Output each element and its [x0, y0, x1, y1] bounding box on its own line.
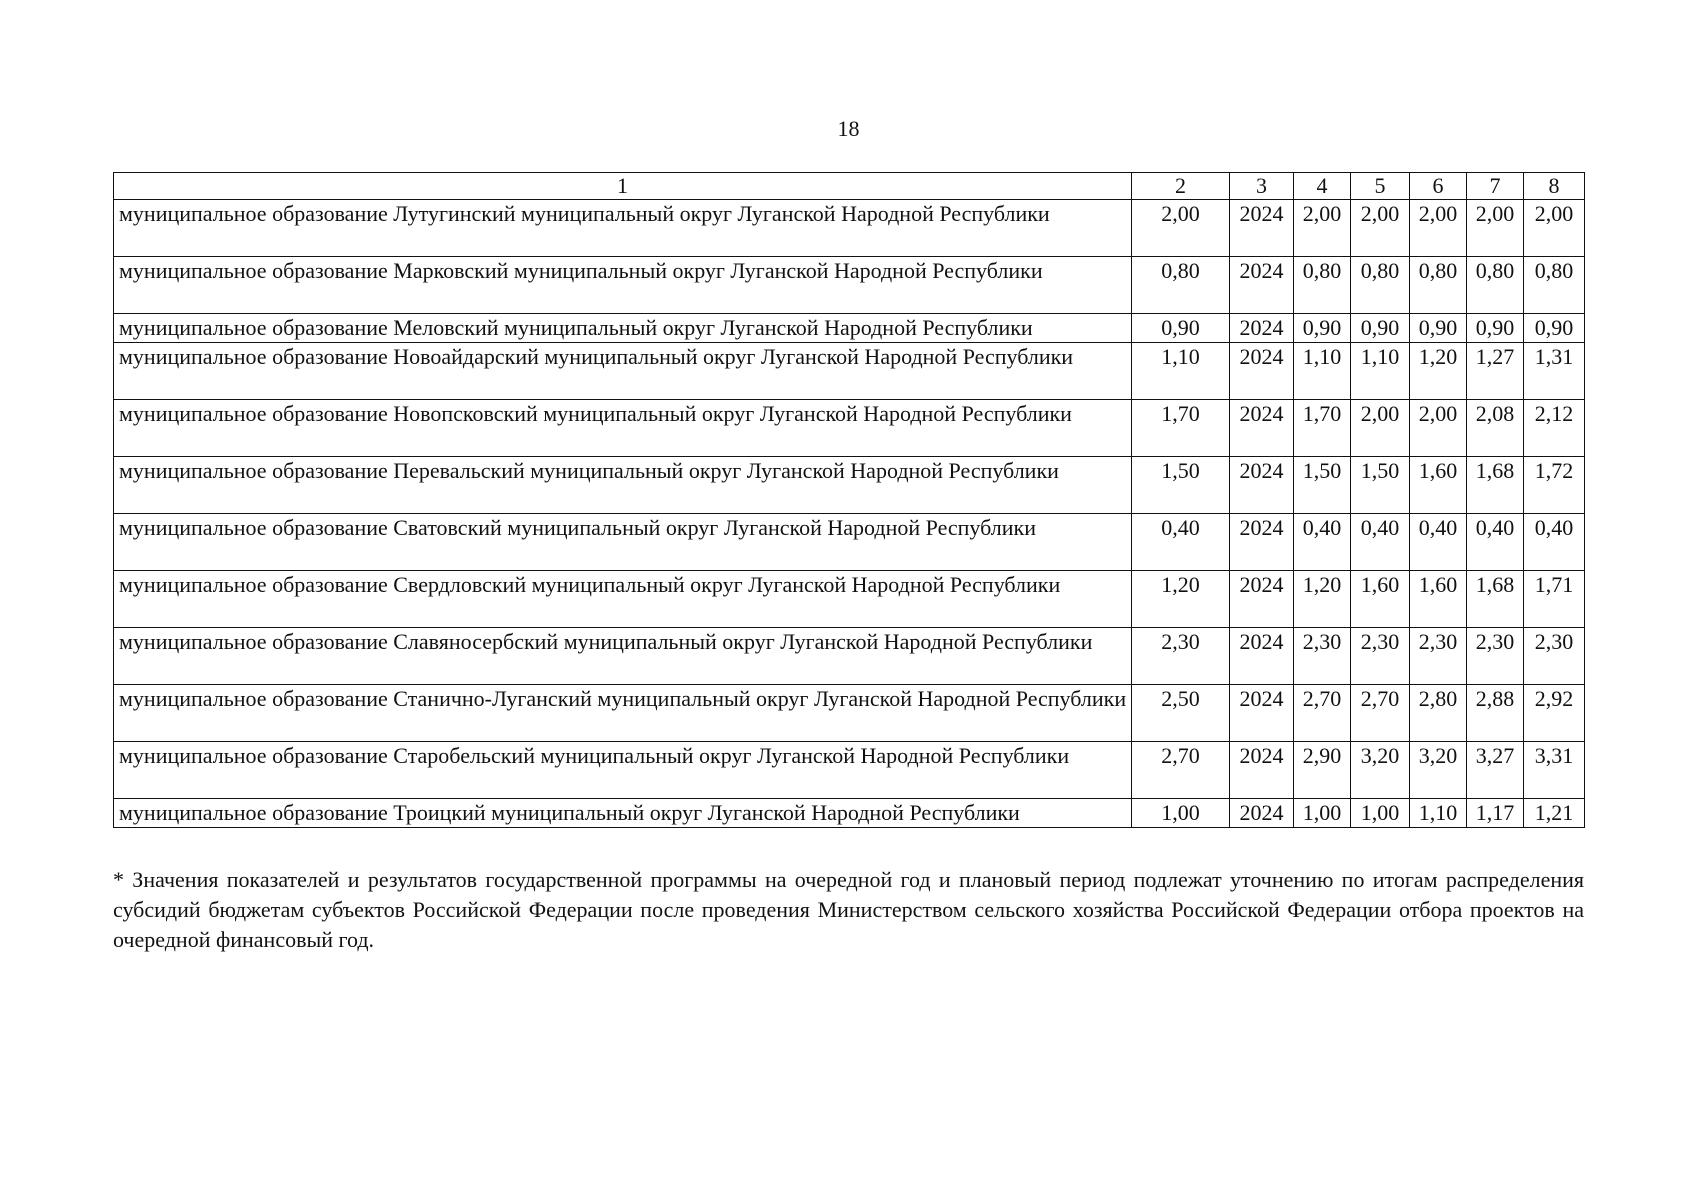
- table-header-row: [114, 173, 1585, 200]
- row-value-cell: 3,31: [1524, 742, 1585, 799]
- row-value-cell: 2,30: [1132, 628, 1230, 685]
- row-value-cell: 0,90: [1524, 314, 1585, 343]
- row-value-cell: 2,70: [1351, 685, 1410, 742]
- row-value-cell: 2,80: [1410, 685, 1467, 742]
- row-value-cell: 0,80: [1467, 257, 1524, 314]
- column-header-3: 3: [1230, 173, 1294, 200]
- row-name-cell: муниципальное образование Станично-Луганский муниципальный округ Луганской Народной Республики: [114, 685, 1132, 742]
- row-value-cell: 2,88: [1467, 685, 1524, 742]
- row-value-cell: 1,20: [1410, 343, 1467, 400]
- row-value-cell: 2,90: [1294, 742, 1351, 799]
- row-name-cell: муниципальное образование Меловский муниципальный округ Луганской Народной Республики: [114, 314, 1132, 343]
- column-header-4: 4: [1294, 173, 1351, 200]
- row-value-cell: 2024: [1230, 514, 1294, 571]
- row-name-cell: муниципальное образование Троицкий муниципальный округ Луганской Народной Республики: [114, 799, 1132, 828]
- row-value-cell: 2,00: [1524, 200, 1585, 257]
- row-value-cell: 2024: [1230, 685, 1294, 742]
- row-value-cell: 0,90: [1132, 314, 1230, 343]
- row-value-cell: 0,80: [1132, 257, 1230, 314]
- row-value-cell: 0,90: [1351, 314, 1410, 343]
- row-value-cell: 0,80: [1410, 257, 1467, 314]
- table-row: [114, 799, 1585, 828]
- row-value-cell: 2,00: [1351, 400, 1410, 457]
- row-value-cell: 2,00: [1132, 200, 1230, 257]
- row-value-cell: 3,20: [1351, 742, 1410, 799]
- row-value-cell: 1,70: [1294, 400, 1351, 457]
- row-value-cell: 2,70: [1132, 742, 1230, 799]
- row-name-cell: муниципальное образование Перевальский муниципальный округ Луганской Народной Республики: [114, 457, 1132, 514]
- row-value-cell: 1,72: [1524, 457, 1585, 514]
- row-value-cell: 1,50: [1351, 457, 1410, 514]
- row-value-cell: 2024: [1230, 628, 1294, 685]
- row-name-cell: муниципальное образование Славяносербский муниципальный округ Луганской Народной Республики: [114, 628, 1132, 685]
- row-value-cell: 1,70: [1132, 400, 1230, 457]
- row-name-cell: муниципальное образование Старобельский муниципальный округ Луганской Народной Республики: [114, 742, 1132, 799]
- row-value-cell: 1,68: [1467, 571, 1524, 628]
- column-header-1: 1: [114, 173, 1132, 200]
- row-value-cell: 2,30: [1410, 628, 1467, 685]
- row-value-cell: 1,10: [1294, 343, 1351, 400]
- table-row: [114, 200, 1585, 257]
- row-value-cell: 2,30: [1524, 628, 1585, 685]
- row-value-cell: 2,30: [1294, 628, 1351, 685]
- data-table: [113, 172, 1585, 828]
- row-value-cell: 1,00: [1294, 799, 1351, 828]
- column-header-8: 8: [1524, 173, 1585, 200]
- row-name-cell: муниципальное образование Марковский муниципальный округ Луганской Народной Республики: [114, 257, 1132, 314]
- row-name-cell: муниципальное образование Сватовский муниципальный округ Луганской Народной Республики: [114, 514, 1132, 571]
- row-value-cell: 2024: [1230, 400, 1294, 457]
- footnote: * Значения показателей и результатов государственной программы на очередной год и плановый период подлежат уточнению по итогам распределения субсидий бюджетам субъектов Российской Федерации после проведения Министерством сельского хозяйства Российской Федерации отбора проектов на очередной финансовый год.: [113, 867, 1584, 952]
- row-value-cell: 1,00: [1351, 799, 1410, 828]
- column-header-7: 7: [1467, 173, 1524, 200]
- table-row: [114, 257, 1585, 314]
- row-value-cell: 1,50: [1294, 457, 1351, 514]
- row-value-cell: 2,00: [1351, 200, 1410, 257]
- row-value-cell: 0,90: [1294, 314, 1351, 343]
- row-value-cell: 1,20: [1294, 571, 1351, 628]
- row-value-cell: 0,40: [1351, 514, 1410, 571]
- row-value-cell: 0,90: [1467, 314, 1524, 343]
- row-value-cell: 2024: [1230, 571, 1294, 628]
- row-value-cell: 0,90: [1410, 314, 1467, 343]
- row-value-cell: 2,08: [1467, 400, 1524, 457]
- table-row: [114, 628, 1585, 685]
- table-row: [114, 571, 1585, 628]
- row-name-cell: муниципальное образование Новоайдарский муниципальный округ Луганской Народной Республики: [114, 343, 1132, 400]
- row-value-cell: 2024: [1230, 200, 1294, 257]
- row-value-cell: 2024: [1230, 799, 1294, 828]
- row-value-cell: 0,40: [1410, 514, 1467, 571]
- row-value-cell: 2,00: [1294, 200, 1351, 257]
- table-row: [114, 400, 1585, 457]
- row-value-cell: 1,20: [1132, 571, 1230, 628]
- row-value-cell: 2024: [1230, 257, 1294, 314]
- table-row: [114, 314, 1585, 343]
- row-value-cell: 3,27: [1467, 742, 1524, 799]
- row-value-cell: 1,10: [1351, 343, 1410, 400]
- row-value-cell: 1,50: [1132, 457, 1230, 514]
- row-value-cell: 1,60: [1351, 571, 1410, 628]
- column-header-2: 2: [1132, 173, 1230, 200]
- table-row: [114, 343, 1585, 400]
- row-value-cell: 1,27: [1467, 343, 1524, 400]
- row-value-cell: 2,50: [1132, 685, 1230, 742]
- row-value-cell: 2024: [1230, 314, 1294, 343]
- row-value-cell: 0,80: [1351, 257, 1410, 314]
- row-value-cell: 2,30: [1467, 628, 1524, 685]
- column-header-5: 5: [1351, 173, 1410, 200]
- row-value-cell: 1,17: [1467, 799, 1524, 828]
- row-value-cell: 2024: [1230, 742, 1294, 799]
- table-row: [114, 742, 1585, 799]
- page-number: 18: [837, 116, 860, 141]
- row-value-cell: 1,71: [1524, 571, 1585, 628]
- row-value-cell: 2,92: [1524, 685, 1585, 742]
- row-name-cell: муниципальное образование Свердловский муниципальный округ Луганской Народной Республики: [114, 571, 1132, 628]
- row-value-cell: 0,40: [1132, 514, 1230, 571]
- table-row: [114, 457, 1585, 514]
- row-value-cell: 2,70: [1294, 685, 1351, 742]
- row-value-cell: 0,40: [1294, 514, 1351, 571]
- row-value-cell: 0,40: [1467, 514, 1524, 571]
- row-name-cell: муниципальное образование Новопсковский муниципальный округ Луганской Народной Республики: [114, 400, 1132, 457]
- row-value-cell: 2,30: [1351, 628, 1410, 685]
- row-value-cell: 1,10: [1410, 799, 1467, 828]
- row-value-cell: 1,60: [1410, 571, 1467, 628]
- row-value-cell: 2,00: [1410, 400, 1467, 457]
- row-value-cell: 2,12: [1524, 400, 1585, 457]
- row-value-cell: 2,00: [1410, 200, 1467, 257]
- table-row: [114, 685, 1585, 742]
- row-value-cell: 2024: [1230, 343, 1294, 400]
- column-header-6: 6: [1410, 173, 1467, 200]
- row-name-cell: муниципальное образование Лутугинский муниципальный округ Луганской Народной Республики: [114, 200, 1132, 257]
- row-value-cell: 1,68: [1467, 457, 1524, 514]
- row-value-cell: 1,10: [1132, 343, 1230, 400]
- row-value-cell: 1,60: [1410, 457, 1467, 514]
- row-value-cell: 3,20: [1410, 742, 1467, 799]
- row-value-cell: 2,00: [1467, 200, 1524, 257]
- row-value-cell: 1,00: [1132, 799, 1230, 828]
- row-value-cell: 0,80: [1524, 257, 1585, 314]
- row-value-cell: 1,31: [1524, 343, 1585, 400]
- row-value-cell: 0,40: [1524, 514, 1585, 571]
- row-value-cell: 0,80: [1294, 257, 1351, 314]
- row-value-cell: 2024: [1230, 457, 1294, 514]
- row-value-cell: 1,21: [1524, 799, 1585, 828]
- table-row: [114, 514, 1585, 571]
